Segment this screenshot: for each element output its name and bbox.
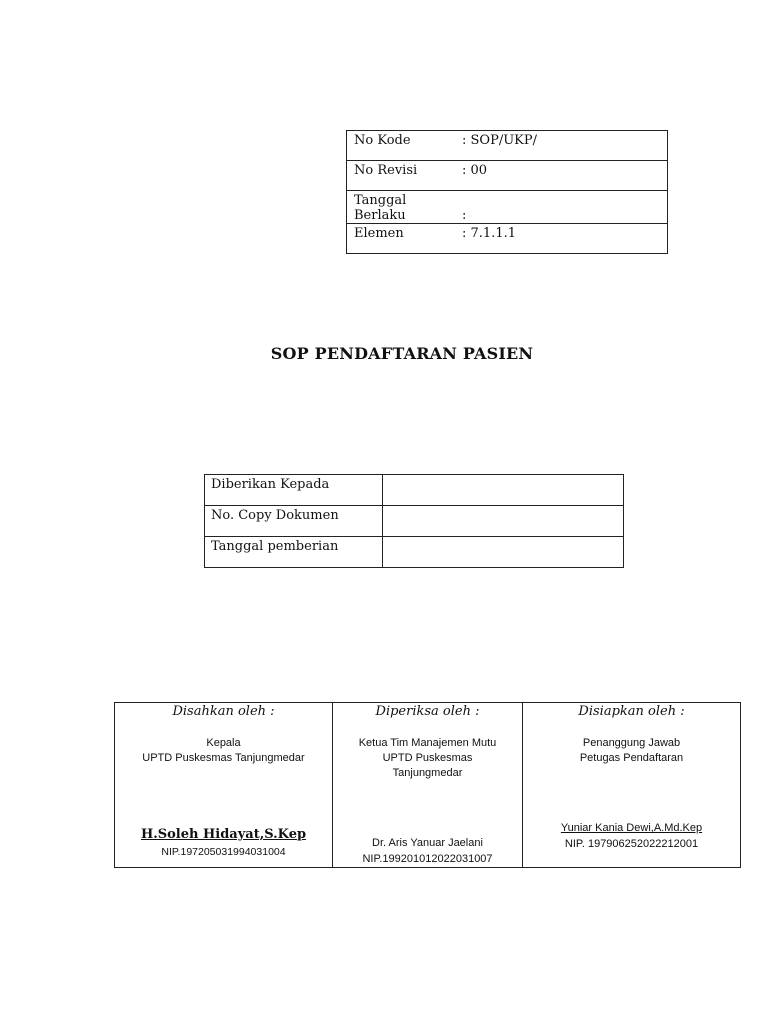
signature-checked-cell: [333, 703, 523, 868]
approved-signer-name: H.Soleh Hidayat,S.Kep: [140, 827, 307, 842]
document-info-table: [346, 130, 668, 254]
signature-prepared-cell: [523, 703, 741, 868]
distribution-label: Tanggal pemberian: [205, 537, 383, 568]
prepared-role-line2: Petugas Pendaftaran: [579, 752, 684, 764]
document-title: SOP PENDAFTARAN PASIEN: [270, 344, 534, 363]
info-value: : 00: [462, 163, 488, 178]
distribution-row: [205, 506, 624, 537]
distribution-table: [204, 474, 624, 568]
distribution-row: [205, 537, 624, 568]
approved-signer-nip: NIP.197205031994031004: [161, 846, 286, 858]
signature-approved-cell: [115, 703, 333, 868]
approved-role-line1: Kepala: [206, 737, 241, 749]
info-label: No Revisi: [354, 163, 418, 178]
checked-heading: Diperiksa oleh :: [375, 704, 480, 719]
prepared-role-line1: Penanggung Jawab: [582, 737, 681, 749]
distribution-label: Diberikan Kepada: [205, 475, 383, 506]
checked-role-line3: Tanjungmedar: [392, 767, 463, 779]
info-label: Elemen: [354, 226, 404, 241]
checked-signer-nip: NIP.199201012022031007: [362, 853, 493, 865]
approved-role-line2: UPTD Puskesmas Tanjungmedar: [142, 752, 305, 764]
signature-table: [114, 702, 741, 868]
info-value: : SOP/UKP/: [462, 133, 537, 148]
checked-role-line2: UPTD Puskesmas: [382, 752, 473, 764]
approved-heading: Disahkan oleh :: [172, 704, 275, 719]
info-label: No Kode: [354, 133, 411, 148]
distribution-value: [383, 475, 624, 506]
signature-row: [115, 703, 741, 868]
info-row-code: [347, 131, 668, 161]
info-value: : 7.1.1.1: [462, 226, 516, 241]
info-row-effective-date: [347, 191, 668, 224]
distribution-row: [205, 475, 624, 506]
distribution-label: No. Copy Dokumen: [205, 506, 383, 537]
prepared-heading: Disiapkan oleh :: [578, 704, 685, 719]
info-row-element: [347, 224, 668, 254]
info-row-revision: [347, 161, 668, 191]
prepared-signer-nip: NIP. 197906252022212001: [564, 838, 699, 850]
checked-role-line1: Ketua Tim Manajemen Mutu: [358, 737, 497, 749]
checked-signer-name: Dr. Aris Yanuar Jaelani: [372, 837, 483, 849]
prepared-signer-name: Yuniar Kania Dewi,A.Md.Kep: [560, 822, 703, 834]
distribution-value: [383, 537, 624, 568]
info-label: Tanggal Berlaku: [354, 193, 407, 223]
distribution-value: [383, 506, 624, 537]
info-value: :: [462, 208, 467, 223]
